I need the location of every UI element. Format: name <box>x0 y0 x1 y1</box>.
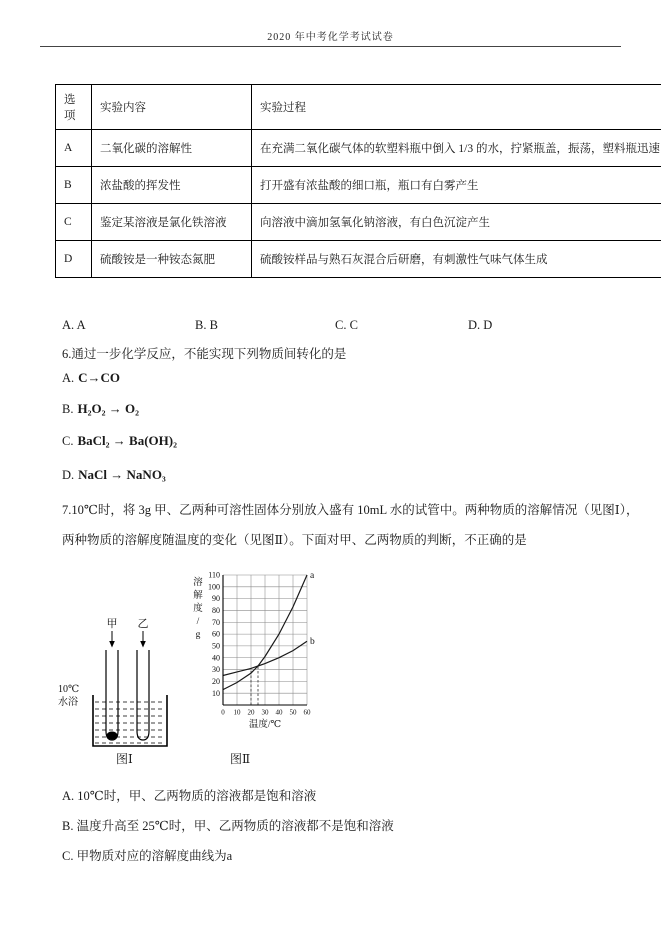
question-6-option-a <box>62 370 120 386</box>
option-label: D. <box>62 468 75 482</box>
option-label: A. <box>62 371 75 385</box>
svg-text:0: 0 <box>221 708 225 717</box>
cell-option: D <box>56 241 92 278</box>
svg-text:30: 30 <box>212 665 220 675</box>
figure-1-drawing <box>55 613 185 755</box>
option-formula: H₂O₂ → O₂ <box>77 401 139 416</box>
svg-text:/: / <box>196 617 200 627</box>
question-7-stem-line1: 7.10℃时，将 3g 甲、乙两种可溶性固体分别放入盛有 10mL 水的试管中。两种物质的溶解情况（见图Ⅰ）， <box>62 503 639 517</box>
question-6-option-c <box>62 433 177 449</box>
cell-content: 二氧化碳的溶解性 <box>92 130 252 167</box>
tube-label-jia: 甲 <box>106 618 118 630</box>
svg-text:g: g <box>195 630 201 640</box>
svg-text:a: a <box>310 571 315 581</box>
cell-content: 鉴定某溶液是氯化铁溶液 <box>92 204 252 241</box>
cell-content: 硫酸铵是一种铵态氮肥 <box>92 241 252 278</box>
question-7-option-c: C. 甲物质对应的溶解度曲线为a <box>62 849 233 863</box>
svg-text:温度/℃: 温度/℃ <box>248 720 282 730</box>
answer-choice-a: A. A <box>62 318 86 332</box>
option-label: B. <box>62 402 74 416</box>
solubility-chart <box>185 563 325 740</box>
cell-process: 向溶液中滴加氢氧化钠溶液，有白色沉淀产生 <box>252 204 661 241</box>
cell-option: A <box>56 130 92 167</box>
option-formula: BaCl₂ → Ba(OH)₂ <box>77 433 177 448</box>
bath-name-label: 水浴 <box>58 697 78 708</box>
table-row <box>56 204 661 241</box>
document-title: 2020 年中考化学考试试卷 <box>267 32 394 43</box>
svg-text:50: 50 <box>289 708 297 717</box>
down-arrow-jia-icon <box>109 631 115 648</box>
answer-choice-c: C. C <box>335 318 358 332</box>
question-6-stem: 6.通过一步化学反应，不能实现下列物质间转化的是 <box>62 347 347 361</box>
cell-option: C <box>56 204 92 241</box>
down-arrow-yi-icon <box>140 631 146 648</box>
option-label: C. <box>62 434 74 448</box>
svg-text:溶: 溶 <box>193 578 203 588</box>
svg-text:b: b <box>310 637 315 648</box>
answer-choice-d: D. D <box>468 318 493 332</box>
svg-text:100: 100 <box>208 582 220 592</box>
test-tube-yi <box>137 650 149 740</box>
svg-text:40: 40 <box>275 708 283 717</box>
table-row <box>56 167 661 204</box>
question-7-option-a: A. 10℃时，甲、乙两物质的溶液都是饱和溶液 <box>62 789 317 803</box>
svg-text:60: 60 <box>303 708 311 717</box>
answer-choice-b: B. B <box>195 318 218 332</box>
svg-text:90: 90 <box>212 594 220 604</box>
svg-text:80: 80 <box>212 606 220 616</box>
question-7-stem-line2: 两种物质的溶解度随温度的变化（见图Ⅱ）。下面对甲、乙两物质的判断，不正确的是 <box>62 533 527 547</box>
svg-text:10: 10 <box>212 688 220 698</box>
svg-text:50: 50 <box>212 641 220 651</box>
experiment-table <box>55 84 661 278</box>
table-row <box>56 130 661 167</box>
test-tube-jia <box>106 650 118 740</box>
svg-text:110: 110 <box>208 570 220 580</box>
table-row <box>56 241 661 278</box>
svg-text:10: 10 <box>233 708 241 717</box>
question-6-option-b <box>62 401 139 417</box>
col-header-content: 实验内容 <box>92 85 252 130</box>
svg-text:40: 40 <box>212 653 220 663</box>
tube-label-yi: 乙 <box>137 618 149 630</box>
question-6-option-d <box>62 467 166 483</box>
water-bath-container <box>93 695 167 746</box>
option-formula: NaCl → NaNO₃ <box>78 467 166 482</box>
col-header-option: 选项 <box>56 85 92 130</box>
svg-text:70: 70 <box>212 617 220 627</box>
svg-text:30: 30 <box>261 708 269 717</box>
cell-process: 硫酸铵样品与熟石灰混合后研磨，有刺激性气味气体生成 <box>252 241 661 278</box>
col-header-process: 实验过程 <box>252 85 661 130</box>
undissolved-solid <box>107 732 118 740</box>
cell-option: B <box>56 167 92 204</box>
svg-text:解: 解 <box>193 591 203 601</box>
option-formula: C→CO <box>78 370 121 385</box>
svg-text:60: 60 <box>212 629 220 639</box>
figure-2-chart <box>185 563 325 735</box>
figure-2-caption: 图Ⅱ <box>230 752 251 766</box>
figure-1-caption: 图Ⅰ <box>116 752 133 766</box>
bath-temp-label: 10℃ <box>58 684 80 695</box>
cell-process: 打开盛有浓盐酸的细口瓶，瓶口有白雾产生 <box>252 167 661 204</box>
svg-text:20: 20 <box>247 708 255 717</box>
cell-process: 在充满二氧化碳气体的软塑料瓶中倒入 1/3 的水，拧紧瓶盖，振荡，塑料瓶迅速 <box>252 130 661 167</box>
figure-1-water-bath <box>55 613 185 760</box>
svg-text:度: 度 <box>193 604 203 614</box>
svg-text:20: 20 <box>212 676 220 686</box>
cell-content: 浓盐酸的挥发性 <box>92 167 252 204</box>
question-7-option-b: B. 温度升高至 25℃时，甲、乙两物质的溶液都不是饱和溶液 <box>62 819 394 833</box>
header-divider <box>40 46 621 47</box>
table-header-row <box>56 85 661 130</box>
